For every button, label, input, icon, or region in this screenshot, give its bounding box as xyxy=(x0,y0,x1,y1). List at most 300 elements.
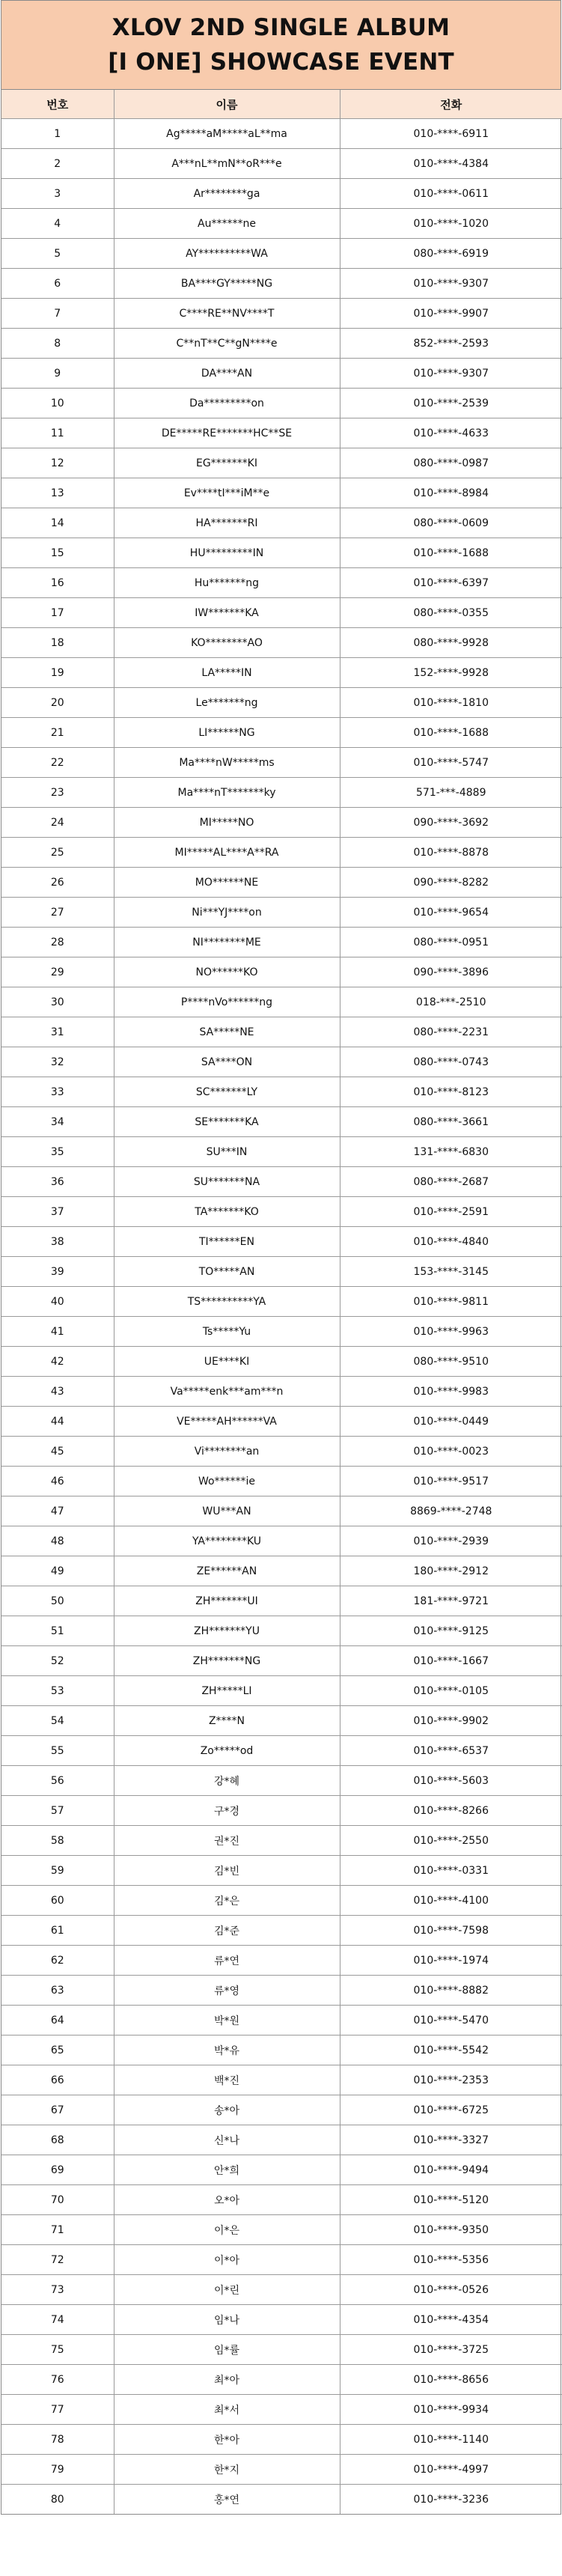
table-row xyxy=(1,2485,562,2515)
row-phone: 080-****-0355 xyxy=(340,598,562,628)
row-name: HA*******RI xyxy=(114,508,340,538)
row-phone: 010-****-7598 xyxy=(340,1916,562,1946)
row-name: SE*******KA xyxy=(114,1107,340,1137)
row-number: 6 xyxy=(1,269,114,299)
row-number: 23 xyxy=(1,778,114,808)
row-phone: 010-****-6397 xyxy=(340,568,562,598)
row-number: 24 xyxy=(1,808,114,838)
row-phone: 010-****-6911 xyxy=(340,119,562,149)
row-name: NI********ME xyxy=(114,928,340,957)
row-name: Ar********ga xyxy=(114,179,340,209)
table-row xyxy=(1,1317,562,1347)
table-row xyxy=(1,209,562,239)
row-phone: 010-****-1667 xyxy=(340,1646,562,1676)
row-number: 1 xyxy=(1,119,114,149)
table-row xyxy=(1,778,562,808)
row-name: ZH*******YU xyxy=(114,1616,340,1646)
row-phone: 010-****-9934 xyxy=(340,2395,562,2425)
row-name: 최*서 xyxy=(114,2395,340,2425)
row-name: Hu*******ng xyxy=(114,568,340,598)
table-row xyxy=(1,2455,562,2485)
table-row xyxy=(1,119,562,149)
row-number: 5 xyxy=(1,239,114,269)
table-row xyxy=(1,2425,562,2455)
row-number: 59 xyxy=(1,1856,114,1886)
row-number: 49 xyxy=(1,1556,114,1586)
table-row xyxy=(1,1227,562,1257)
table-row xyxy=(1,658,562,688)
row-phone: 080-****-0609 xyxy=(340,508,562,538)
row-phone: 010-****-9654 xyxy=(340,898,562,928)
row-number: 77 xyxy=(1,2395,114,2425)
row-phone: 153-****-3145 xyxy=(340,1257,562,1287)
row-phone: 010-****-5356 xyxy=(340,2245,562,2275)
table-row xyxy=(1,239,562,269)
row-number: 80 xyxy=(1,2485,114,2515)
table-body xyxy=(1,119,562,2515)
row-number: 32 xyxy=(1,1047,114,1077)
table-row xyxy=(1,1047,562,1077)
table-row xyxy=(1,568,562,598)
winner-list-sheet xyxy=(1,0,561,2515)
table-row xyxy=(1,957,562,987)
row-phone: 080-****-0743 xyxy=(340,1047,562,1077)
title-line-2: [I ONE] SHOWCASE EVENT xyxy=(108,49,454,76)
row-number: 7 xyxy=(1,299,114,329)
row-name: TI******EN xyxy=(114,1227,340,1257)
row-number: 64 xyxy=(1,2006,114,2035)
table-row xyxy=(1,598,562,628)
row-name: VE*****AH******VA xyxy=(114,1407,340,1437)
table-row xyxy=(1,628,562,658)
row-phone: 080-****-2687 xyxy=(340,1167,562,1197)
row-phone: 010-****-1688 xyxy=(340,718,562,748)
table-row xyxy=(1,269,562,299)
row-number: 51 xyxy=(1,1616,114,1646)
row-number: 69 xyxy=(1,2155,114,2185)
table-row xyxy=(1,1796,562,1826)
row-number: 13 xyxy=(1,478,114,508)
row-name: ZE******AN xyxy=(114,1556,340,1586)
row-number: 9 xyxy=(1,359,114,389)
row-name: 한*아 xyxy=(114,2425,340,2455)
table-row xyxy=(1,1107,562,1137)
row-phone: 010-****-3236 xyxy=(340,2485,562,2515)
row-number: 57 xyxy=(1,1796,114,1826)
row-name: KO********AO xyxy=(114,628,340,658)
row-number: 52 xyxy=(1,1646,114,1676)
table-row xyxy=(1,1347,562,1377)
row-phone: 010-****-0449 xyxy=(340,1407,562,1437)
row-phone: 010-****-1810 xyxy=(340,688,562,718)
row-phone: 010-****-0611 xyxy=(340,179,562,209)
row-number: 39 xyxy=(1,1257,114,1287)
row-number: 62 xyxy=(1,1946,114,1976)
row-number: 73 xyxy=(1,2275,114,2305)
table-row xyxy=(1,1586,562,1616)
row-number: 38 xyxy=(1,1227,114,1257)
table-row xyxy=(1,179,562,209)
table-row xyxy=(1,2035,562,2065)
row-name: HU*********IN xyxy=(114,538,340,568)
row-phone: 010-****-3725 xyxy=(340,2335,562,2365)
row-name: MI*****NO xyxy=(114,808,340,838)
table-row xyxy=(1,2185,562,2215)
row-phone: 018-***-2510 xyxy=(340,987,562,1017)
row-number: 30 xyxy=(1,987,114,1017)
row-number: 35 xyxy=(1,1137,114,1167)
table-row xyxy=(1,329,562,359)
row-name: Zo*****od xyxy=(114,1736,340,1766)
row-number: 79 xyxy=(1,2455,114,2485)
row-phone: 010-****-4997 xyxy=(340,2455,562,2485)
row-name: 김*빈 xyxy=(114,1856,340,1886)
row-name: A***nL**mN**oR***e xyxy=(114,149,340,179)
row-number: 47 xyxy=(1,1496,114,1526)
row-number: 22 xyxy=(1,748,114,778)
row-number: 15 xyxy=(1,538,114,568)
row-number: 16 xyxy=(1,568,114,598)
row-name: YA********KU xyxy=(114,1526,340,1556)
row-number: 37 xyxy=(1,1197,114,1227)
row-phone: 010-****-2939 xyxy=(340,1526,562,1556)
row-number: 50 xyxy=(1,1586,114,1616)
title-line-1: XLOV 2ND SINGLE ALBUM xyxy=(112,14,450,41)
row-number: 26 xyxy=(1,868,114,898)
table-row xyxy=(1,1377,562,1407)
row-name: TO*****AN xyxy=(114,1257,340,1287)
table-row xyxy=(1,1706,562,1736)
table-row xyxy=(1,1467,562,1496)
row-name: LA*****IN xyxy=(114,658,340,688)
row-phone: 090-****-8282 xyxy=(340,868,562,898)
row-phone: 010-****-9983 xyxy=(340,1377,562,1407)
row-name: Wo******ie xyxy=(114,1467,340,1496)
table-row xyxy=(1,2006,562,2035)
row-number: 11 xyxy=(1,418,114,448)
table-row xyxy=(1,898,562,928)
row-number: 53 xyxy=(1,1676,114,1706)
row-phone: 010-****-8878 xyxy=(340,838,562,868)
table-row xyxy=(1,1646,562,1676)
row-phone: 010-****-9494 xyxy=(340,2155,562,2185)
row-number: 66 xyxy=(1,2065,114,2095)
table-row xyxy=(1,1886,562,1916)
row-phone: 010-****-2539 xyxy=(340,389,562,418)
table-row xyxy=(1,2065,562,2095)
table-row xyxy=(1,299,562,329)
table-row xyxy=(1,718,562,748)
row-number: 12 xyxy=(1,448,114,478)
row-name: TA*******KO xyxy=(114,1197,340,1227)
row-phone: 010-****-8984 xyxy=(340,478,562,508)
table-row xyxy=(1,2155,562,2185)
table-row xyxy=(1,2305,562,2335)
row-number: 65 xyxy=(1,2035,114,2065)
row-number: 28 xyxy=(1,928,114,957)
row-name: SA****ON xyxy=(114,1047,340,1077)
table-row xyxy=(1,1197,562,1227)
table-row xyxy=(1,1676,562,1706)
column-header-number: 번호 xyxy=(1,90,114,119)
table-row xyxy=(1,2215,562,2245)
row-number: 42 xyxy=(1,1347,114,1377)
row-number: 71 xyxy=(1,2215,114,2245)
row-number: 34 xyxy=(1,1107,114,1137)
table-row xyxy=(1,1916,562,1946)
row-name: DA****AN xyxy=(114,359,340,389)
table-row xyxy=(1,1856,562,1886)
row-name: Ma****nT*******ky xyxy=(114,778,340,808)
row-phone: 080-****-3661 xyxy=(340,1107,562,1137)
table-row xyxy=(1,1556,562,1586)
row-name: UE****KI xyxy=(114,1347,340,1377)
row-phone: 010-****-4100 xyxy=(340,1886,562,1916)
row-name: AY**********WA xyxy=(114,239,340,269)
row-phone: 010-****-4840 xyxy=(340,1227,562,1257)
row-phone: 010-****-4633 xyxy=(340,418,562,448)
row-name: 송*아 xyxy=(114,2095,340,2125)
table-row xyxy=(1,1946,562,1976)
table-row xyxy=(1,2245,562,2275)
table-row xyxy=(1,1257,562,1287)
row-number: 74 xyxy=(1,2305,114,2335)
row-phone: 080-****-9510 xyxy=(340,1347,562,1377)
row-name: 신*나 xyxy=(114,2125,340,2155)
table-row xyxy=(1,2095,562,2125)
row-number: 46 xyxy=(1,1467,114,1496)
table-row xyxy=(1,1766,562,1796)
row-name: 홍*연 xyxy=(114,2485,340,2515)
row-phone: 080-****-0951 xyxy=(340,928,562,957)
row-number: 41 xyxy=(1,1317,114,1347)
row-name: P****nVo******ng xyxy=(114,987,340,1017)
row-phone: 010-****-2550 xyxy=(340,1826,562,1856)
table-row xyxy=(1,2125,562,2155)
header-row xyxy=(1,90,562,119)
row-phone: 010-****-5542 xyxy=(340,2035,562,2065)
row-name: SU***IN xyxy=(114,1137,340,1167)
row-phone: 090-****-3896 xyxy=(340,957,562,987)
table-row xyxy=(1,389,562,418)
row-phone: 010-****-9907 xyxy=(340,299,562,329)
table-row xyxy=(1,2395,562,2425)
row-number: 40 xyxy=(1,1287,114,1317)
row-number: 18 xyxy=(1,628,114,658)
row-phone: 010-****-1020 xyxy=(340,209,562,239)
row-number: 33 xyxy=(1,1077,114,1107)
table-row xyxy=(1,1167,562,1197)
row-name: Ag*****aM*****aL**ma xyxy=(114,119,340,149)
table-row xyxy=(1,688,562,718)
row-phone: 080-****-9928 xyxy=(340,628,562,658)
row-name: BA****GY*****NG xyxy=(114,269,340,299)
row-phone: 181-****-9721 xyxy=(340,1586,562,1616)
row-name: SA*****NE xyxy=(114,1017,340,1047)
row-phone: 010-****-9307 xyxy=(340,359,562,389)
row-name: 류*영 xyxy=(114,1976,340,2006)
column-header-name: 이름 xyxy=(114,90,340,119)
row-phone: 010-****-5603 xyxy=(340,1766,562,1796)
row-number: 76 xyxy=(1,2365,114,2395)
row-phone: 010-****-8656 xyxy=(340,2365,562,2395)
row-name: 권*진 xyxy=(114,1826,340,1856)
row-number: 78 xyxy=(1,2425,114,2455)
row-phone: 010-****-2353 xyxy=(340,2065,562,2095)
row-name: Va*****enk***am***n xyxy=(114,1377,340,1407)
table-row xyxy=(1,1137,562,1167)
row-phone: 010-****-5120 xyxy=(340,2185,562,2215)
row-phone: 010-****-5747 xyxy=(340,748,562,778)
column-header-phone: 전화 xyxy=(340,90,562,119)
row-phone: 080-****-0987 xyxy=(340,448,562,478)
row-name: DE*****RE*******HC**SE xyxy=(114,418,340,448)
row-name: Vi********an xyxy=(114,1437,340,1467)
table-row xyxy=(1,448,562,478)
row-number: 75 xyxy=(1,2335,114,2365)
row-number: 20 xyxy=(1,688,114,718)
row-name: SU*******NA xyxy=(114,1167,340,1197)
table-row xyxy=(1,1616,562,1646)
row-name: EG*******KI xyxy=(114,448,340,478)
row-number: 54 xyxy=(1,1706,114,1736)
row-number: 45 xyxy=(1,1437,114,1467)
row-name: 한*지 xyxy=(114,2455,340,2485)
row-number: 61 xyxy=(1,1916,114,1946)
row-name: Z****N xyxy=(114,1706,340,1736)
table-row xyxy=(1,1437,562,1467)
row-name: NO******KO xyxy=(114,957,340,987)
row-phone: 010-****-3327 xyxy=(340,2125,562,2155)
row-phone: 152-****-9928 xyxy=(340,658,562,688)
row-name: ZH*****LI xyxy=(114,1676,340,1706)
row-number: 55 xyxy=(1,1736,114,1766)
row-phone: 090-****-3692 xyxy=(340,808,562,838)
row-phone: 010-****-9350 xyxy=(340,2215,562,2245)
table-row xyxy=(1,748,562,778)
row-name: 이*린 xyxy=(114,2275,340,2305)
row-number: 3 xyxy=(1,179,114,209)
row-number: 48 xyxy=(1,1526,114,1556)
row-name: Da*********on xyxy=(114,389,340,418)
row-name: SC*******LY xyxy=(114,1077,340,1107)
row-number: 17 xyxy=(1,598,114,628)
row-number: 31 xyxy=(1,1017,114,1047)
row-number: 4 xyxy=(1,209,114,239)
table-row xyxy=(1,2365,562,2395)
row-name: 이*아 xyxy=(114,2245,340,2275)
row-number: 43 xyxy=(1,1377,114,1407)
winner-table xyxy=(1,90,562,2514)
row-phone: 571-***-4889 xyxy=(340,778,562,808)
row-phone: 010-****-8882 xyxy=(340,1976,562,2006)
row-phone: 010-****-5470 xyxy=(340,2006,562,2035)
table-row xyxy=(1,1976,562,2006)
table-row xyxy=(1,1407,562,1437)
row-number: 10 xyxy=(1,389,114,418)
table-row xyxy=(1,149,562,179)
row-name: LI******NG xyxy=(114,718,340,748)
row-name: 김*준 xyxy=(114,1916,340,1946)
table-row xyxy=(1,2275,562,2305)
row-phone: 8869-****-2748 xyxy=(340,1496,562,1526)
row-name: 최*아 xyxy=(114,2365,340,2395)
row-phone: 010-****-4354 xyxy=(340,2305,562,2335)
row-phone: 010-****-9125 xyxy=(340,1616,562,1646)
row-number: 2 xyxy=(1,149,114,179)
row-phone: 010-****-0526 xyxy=(340,2275,562,2305)
row-number: 58 xyxy=(1,1826,114,1856)
table-row xyxy=(1,987,562,1017)
row-phone: 010-****-1140 xyxy=(340,2425,562,2455)
row-phone: 852-****-2593 xyxy=(340,329,562,359)
row-number: 8 xyxy=(1,329,114,359)
table-row xyxy=(1,2335,562,2365)
row-name: Ts*****Yu xyxy=(114,1317,340,1347)
row-name: WU***AN xyxy=(114,1496,340,1526)
row-phone: 080-****-2231 xyxy=(340,1017,562,1047)
row-name: ZH*******NG xyxy=(114,1646,340,1676)
table-row xyxy=(1,928,562,957)
row-number: 72 xyxy=(1,2245,114,2275)
row-name: MO******NE xyxy=(114,868,340,898)
table-row xyxy=(1,1077,562,1107)
row-name: ZH*******UI xyxy=(114,1586,340,1616)
row-phone: 010-****-1688 xyxy=(340,538,562,568)
row-number: 25 xyxy=(1,838,114,868)
row-phone: 131-****-6830 xyxy=(340,1137,562,1167)
table-row xyxy=(1,478,562,508)
row-number: 29 xyxy=(1,957,114,987)
table-row xyxy=(1,808,562,838)
row-number: 56 xyxy=(1,1766,114,1796)
row-name: 구*경 xyxy=(114,1796,340,1826)
row-name: 오*아 xyxy=(114,2185,340,2215)
table-row xyxy=(1,1826,562,1856)
row-name: 임*나 xyxy=(114,2305,340,2335)
row-phone: 010-****-4384 xyxy=(340,149,562,179)
row-name: 강*혜 xyxy=(114,1766,340,1796)
title-banner xyxy=(1,1,561,90)
row-phone: 180-****-2912 xyxy=(340,1556,562,1586)
row-phone: 010-****-2591 xyxy=(340,1197,562,1227)
row-number: 60 xyxy=(1,1886,114,1916)
row-phone: 010-****-9307 xyxy=(340,269,562,299)
row-number: 19 xyxy=(1,658,114,688)
row-phone: 010-****-1974 xyxy=(340,1946,562,1976)
row-name: 류*연 xyxy=(114,1946,340,1976)
row-number: 68 xyxy=(1,2125,114,2155)
row-number: 63 xyxy=(1,1976,114,2006)
row-phone: 010-****-0331 xyxy=(340,1856,562,1886)
row-name: 박*원 xyxy=(114,2006,340,2035)
table-row xyxy=(1,538,562,568)
row-number: 27 xyxy=(1,898,114,928)
row-phone: 010-****-8123 xyxy=(340,1077,562,1107)
row-name: 백*진 xyxy=(114,2065,340,2095)
row-name: TS**********YA xyxy=(114,1287,340,1317)
table-row xyxy=(1,508,562,538)
row-phone: 010-****-8266 xyxy=(340,1796,562,1826)
row-phone: 010-****-6537 xyxy=(340,1736,562,1766)
row-phone: 010-****-9902 xyxy=(340,1706,562,1736)
row-number: 14 xyxy=(1,508,114,538)
table-row xyxy=(1,838,562,868)
row-name: 안*희 xyxy=(114,2155,340,2185)
table-row xyxy=(1,1496,562,1526)
row-number: 67 xyxy=(1,2095,114,2125)
row-phone: 010-****-0023 xyxy=(340,1437,562,1467)
